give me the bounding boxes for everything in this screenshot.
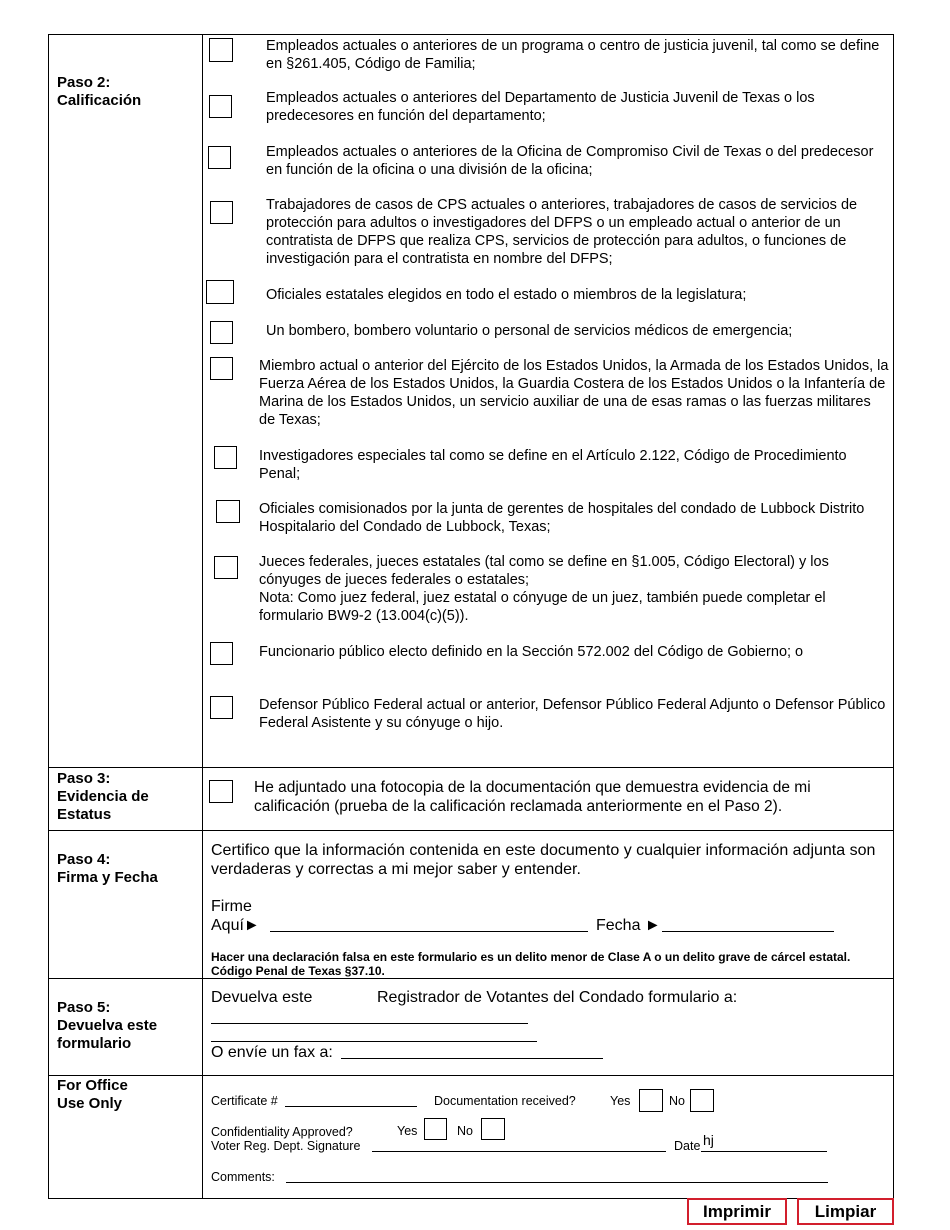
sign-label: Firme Aquí► — [211, 898, 260, 934]
step3-checkbox[interactable] — [209, 780, 233, 803]
step2-checkbox-6[interactable] — [210, 321, 233, 344]
doc-no-checkbox[interactable] — [690, 1089, 714, 1112]
step3-text: He adjuntado una fotocopia de la documentación que demuestra evidencia de mi calificación (prueba de la calificación reclamada anteriormente en el Paso 2). — [254, 779, 811, 815]
confidentiality-label: Confidentiality Approved? — [211, 1125, 353, 1139]
step2-item-8: Investigadores especiales tal como se define en el Artículo 2.122, Código de Procedimiento Penal; — [259, 448, 847, 482]
comments-label: Comments: — [211, 1170, 275, 1184]
step2-checkbox-9[interactable] — [216, 500, 240, 523]
conf-no-checkbox[interactable] — [481, 1118, 505, 1140]
step2-item-4: Trabajadores de casos de CPS actuales o anteriores, trabajadores de casos de servicios de protección para adultos o investigadores del DFPS o un empleado actual o anterior de un contratista de DFPS que realiza CPS, servicios de protección para adultos, o funciones de investigación para el contratista en nombre del DFPS; — [266, 197, 858, 267]
return-address-line-2[interactable] — [211, 1041, 537, 1042]
step4-certify: Certifico que la información contenida en este documento y cualquier información adjunta son verdaderas y correctas a mi mejor saber y entender. — [211, 842, 876, 878]
step2-checkbox-3[interactable] — [208, 146, 231, 169]
step2-item-11: Funcionario público electo definido en la Sección 572.002 del Código de Gobierno; o — [259, 644, 804, 660]
step2-checkbox-11[interactable] — [210, 642, 233, 665]
doc-no-label: No — [669, 1094, 685, 1108]
step2-item-1: Empleados actuales o anteriores de un programa o centro de justicia juvenil, tal como se define en §261.405, Código de Familia; — [266, 38, 880, 72]
step2-item-10: Jueces federales, jueces estatales (tal como se define en §1.005, Código Electoral) y los cónyuges de jueces federales o estatales; Nota: Como juez federal, juez estatal o cónyuge de un juez, también puede completar el formulario BW9-2 (13.004(c)(5)). — [259, 554, 829, 624]
conf-yes-label: Yes — [397, 1124, 418, 1138]
step4-label: Paso 4: Firma y Fecha — [57, 851, 158, 886]
divider-step4 — [48, 830, 894, 831]
office-date-line[interactable] — [701, 1151, 827, 1152]
registrar-text: Registrador de Votantes del Condado formulario a: — [377, 989, 738, 1006]
step2-checkbox-1[interactable] — [209, 38, 233, 62]
return-address-line-1[interactable] — [211, 1023, 528, 1024]
step2-checkbox-12[interactable] — [210, 696, 233, 719]
column-divider — [202, 34, 203, 1199]
step2-item-6: Un bombero, bombero voluntario o personal de servicios médicos de emergencia; — [266, 323, 793, 339]
step2-item-2: Empleados actuales o anteriores del Departamento de Justicia Juvenil de Texas o los predecesores en función del departamento; — [266, 90, 815, 124]
step2-item-12: Defensor Público Federal actual or anterior, Defensor Público Federal Adjunto o Defensor Público Federal Asistente y su cónyuge o hijo. — [259, 697, 886, 731]
step2-checkbox-7[interactable] — [210, 357, 233, 380]
step2-checkbox-8[interactable] — [214, 446, 237, 469]
step2-item-9: Oficiales comisionados por la junta de gerentes de hospitales del condado de Lubbock Distrito Hospitalario del Condado de Lubbock, Texas; — [259, 501, 865, 535]
doc-received-label: Documentation received? — [434, 1094, 576, 1108]
step2-checkbox-5[interactable] — [206, 280, 234, 304]
false-statement-warning: Hacer una declaración falsa en este formulario es un delito menor de Clase A o un delito grave de cárcel estatal. Código Penal de Texas §37.10. — [211, 950, 851, 978]
divider-step3 — [48, 767, 894, 768]
doc-yes-label: Yes — [610, 1094, 631, 1108]
voter-signature-label: Voter Reg. Dept. Signature — [211, 1139, 361, 1153]
step2-item-5: Oficiales estatales elegidos en todo el estado o miembros de la legislatura; — [266, 287, 747, 303]
certificate-line[interactable] — [285, 1106, 417, 1107]
certificate-label: Certificate # — [211, 1094, 278, 1108]
divider-step5 — [48, 978, 894, 979]
office-date-label: Date — [674, 1139, 701, 1153]
conf-no-label: No — [457, 1124, 473, 1138]
office-label: For Office Use Only — [57, 1077, 128, 1112]
office-date-value[interactable]: hj — [703, 1132, 714, 1148]
date-label: Fecha ► — [596, 917, 661, 934]
doc-yes-checkbox[interactable] — [639, 1089, 663, 1112]
step2-checkbox-2[interactable] — [209, 95, 232, 118]
fax-line[interactable] — [341, 1058, 603, 1059]
step2-item-7: Miembro actual o anterior del Ejército de los Estados Unidos, la Armada de los Estados Unidos, la Fuerza Aérea de los Estados Unidos, la Guardia Costera de los Estados Unidos o la Infantería de Marina de los Estados Unidos, un servicio auxiliar de una de esas ramas o las fuerzas militares de Texas; — [259, 358, 889, 428]
print-button[interactable]: Imprimir — [687, 1198, 787, 1225]
divider-office — [48, 1075, 894, 1076]
step5-label: Paso 5: Devuelva este formulario — [57, 999, 158, 1052]
conf-yes-checkbox[interactable] — [424, 1118, 447, 1140]
date-line[interactable] — [662, 931, 834, 932]
signature-line[interactable] — [270, 931, 588, 932]
step2-checkbox-4[interactable] — [210, 201, 233, 224]
voter-signature-line[interactable] — [372, 1151, 666, 1152]
step2-label: Paso 2: Calificación — [57, 74, 142, 109]
step2-item-3: Empleados actuales o anteriores de la Oficina de Compromiso Civil de Texas o del predecesor en función de la oficina o una división de la oficina; — [266, 144, 874, 178]
fax-label: O envíe un fax a: — [211, 1044, 333, 1061]
step3-label: Paso 3: Evidencia de Estatus — [57, 770, 149, 823]
return-label: Devuelva este — [211, 989, 313, 1006]
step2-checkbox-10[interactable] — [214, 556, 238, 579]
comments-line[interactable] — [286, 1182, 828, 1183]
clear-button[interactable]: Limpiar — [797, 1198, 894, 1225]
